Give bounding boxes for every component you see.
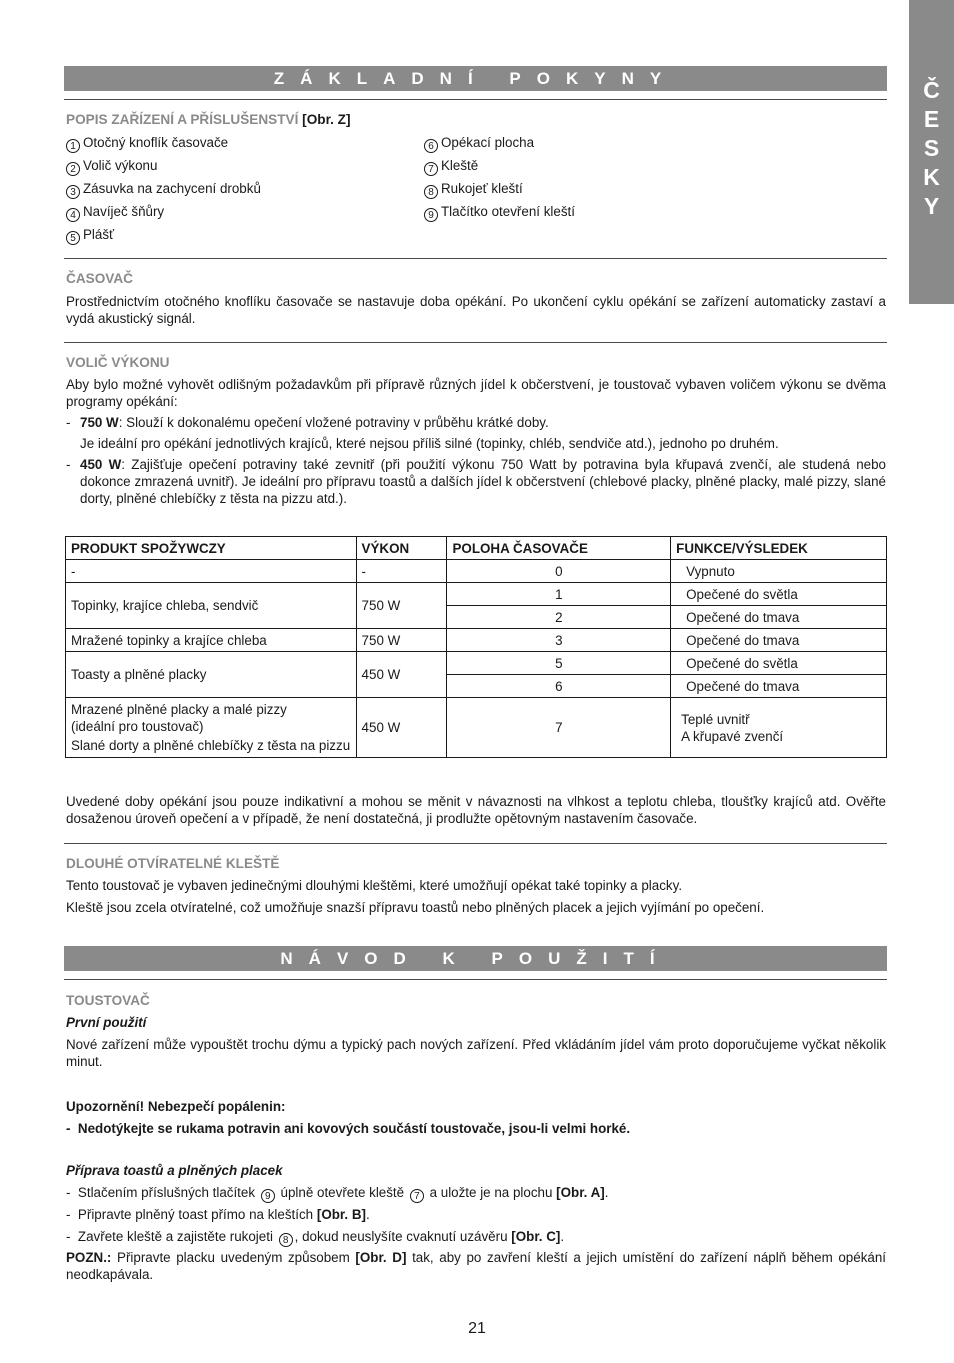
- table-row: [66, 652, 887, 675]
- note-label: POZN.:: [66, 1250, 112, 1265]
- timing-note: Uvedené doby opékání jsou pouze indikativní a mohou se měnit v návaznosti na vlhkost a teplotu chleba, tloušťky krajíců atd. Ověřte dosaženou úroveň opečení a v případě, že není dostatečná, ji prodlužte opětovným nastavením časovače.: [66, 794, 886, 826]
- language-tab-letter: S: [923, 135, 940, 161]
- page-number: 21: [468, 1320, 486, 1337]
- product-line: (ideální pro toustovač): [71, 719, 204, 734]
- step-text: .: [604, 1185, 609, 1200]
- table-cell: 750 W: [356, 629, 447, 652]
- number-circle: 8: [279, 1233, 293, 1247]
- table-row: [66, 560, 887, 583]
- table-row: [66, 583, 887, 606]
- power-intro: Aby bylo možné vyhovět odlišným požadavkům při přípravě různých jídel k občerstvení, je toustovač vybaven voličem výkonu se dvěma programy opékání:: [66, 377, 886, 409]
- power-heading: VOLIČ VÝKONU: [66, 355, 170, 370]
- table-cell: Toasty a plněné placky: [66, 652, 357, 698]
- section-banner-usage: NÁVOD K POUŽITÍ: [64, 946, 887, 971]
- table-cell: Mražené topinky a krajíce chleba: [66, 629, 357, 652]
- table-cell: [671, 698, 887, 758]
- table-cell: Vypnuto: [671, 560, 887, 583]
- timer-heading: ČASOVAČ: [66, 271, 133, 286]
- timer-text: Prostřednictvím otočného knoflíku časovače se nastavuje doba opékání. Po ukončení cyklu opékání se zařízení automaticky zastaví a vydá akustický signál.: [66, 294, 886, 326]
- list-item: [424, 203, 575, 226]
- figure-ref: [Obr. B]: [316, 1207, 366, 1222]
- step-text: Zavřete kleště a zajistěte rukojeti: [77, 1229, 273, 1244]
- divider: [64, 258, 887, 259]
- table-cell: 450 W: [356, 698, 447, 758]
- warning-title-text: Upozornění! Nebezpečí popálenin:: [66, 1099, 286, 1114]
- list-item: [66, 1206, 886, 1223]
- table-cell: [66, 698, 357, 758]
- note-text: tak, aby po zavření kleští a jejich umístění do zařízení náplň během opékání neodkapávala.: [66, 1250, 887, 1282]
- figure-ref: [Obr. C]: [511, 1229, 561, 1244]
- first-use-title-text: První použití: [66, 1015, 147, 1030]
- settings-table: [65, 536, 887, 758]
- parts-list: [66, 134, 886, 249]
- part-label: Otočný knoflík časovače: [83, 135, 229, 150]
- table-cell: 0: [447, 560, 671, 583]
- warning-text: Nedotýkejte se rukama potravin ani kovových součástí toustovače, jsou-li velmi horké.: [77, 1121, 631, 1136]
- note-paragraph: [66, 1249, 886, 1283]
- first-use-text: Nové zařízení může vypouštět trochu dýmu a typický pach nových zařízení. Před vkládáním jídel vám proto doporučujeme vyčkat několik minut.: [66, 1037, 886, 1069]
- prep-title: [66, 1162, 886, 1179]
- number-circle: 8: [424, 185, 438, 199]
- figure-ref: [Obr. A]: [556, 1185, 605, 1200]
- power-desc: : Zajišťuje opečení potraviny také zevnitř (při použití výkonu 750 Watt by potravina byla křupavá zvenčí, ale studená nebo dokonce zmrazená uvnitř). Je ideální pro přípravu toastů a dalších jídel k občerstvení (chlebové placky, plněné placky, malé pizzy, slané dorty, plněné chlebíčky z těsta na pizzu atd.).: [80, 457, 886, 506]
- power-desc-line2: Je ideální pro opékání jednotlivých krajíců, které nejsou příliš silné (topinky, chléb, sendviče atd.), jednoho po druhém.: [80, 436, 779, 451]
- part-label: Volič výkonu: [83, 158, 158, 173]
- number-circle: 4: [66, 208, 80, 222]
- table-cell: 1: [447, 583, 671, 606]
- table-cell: 750 W: [356, 583, 447, 629]
- table-cell: Topinky, krajíce chleba, sendvič: [66, 583, 357, 629]
- section-banner-basic: ZÁKLADNÍ POKYNY: [64, 66, 887, 91]
- warning-title: [66, 1098, 886, 1115]
- list-item: [66, 414, 886, 431]
- tongs-text-2: Kleště jsou zcela otvíratelné, což umožňuje snazší přípravu toastů nebo plněných placek a jejich vyjímání po opečení.: [66, 900, 765, 915]
- result-line: Teplé uvnitř: [681, 711, 750, 727]
- part-label: Kleště: [441, 158, 479, 173]
- table-row: [66, 629, 887, 652]
- step-text: Stlačením příslušných tlačítek: [77, 1185, 256, 1200]
- language-tab-letter: Y: [923, 193, 940, 219]
- divider: [64, 843, 887, 844]
- tongs-text-1: Tento toustovač je vybaven jedinečnými dlouhými kleštěmi, které umožňují opékat také topinky a placky.: [66, 878, 683, 893]
- figure-ref: [Obr. D]: [355, 1250, 407, 1265]
- power-desc: : Slouží k dokonalému opečení vložené potraviny v průběhu krátké doby.: [118, 415, 549, 430]
- part-label: Navíječ šňůry: [83, 204, 165, 219]
- number-circle: 7: [424, 162, 438, 176]
- table-cell: Opečené do tmava: [671, 606, 887, 629]
- list-item: [66, 1184, 886, 1203]
- table-cell: -: [66, 560, 357, 583]
- result-line: A křupavé zvenčí: [681, 728, 784, 744]
- number-circle: 6: [424, 139, 438, 153]
- power-section: [66, 376, 886, 507]
- list-item: [66, 456, 886, 507]
- first-use-title: [66, 1014, 886, 1031]
- table-cell: 5: [447, 652, 671, 675]
- list-item: [424, 157, 575, 180]
- dash: -: [66, 457, 71, 472]
- step-text: .: [560, 1229, 565, 1244]
- table-cell: Opečené do světla: [671, 652, 887, 675]
- prep-title-text: Příprava toastů a plněných placek: [66, 1163, 283, 1178]
- table-cell: Opečené do světla: [671, 583, 887, 606]
- table-cell: 6: [447, 675, 671, 698]
- product-line: Slané dorty a plněné chlebíčky z těsta na pizzu: [71, 738, 351, 753]
- divider: [64, 99, 887, 100]
- language-tab-letter: E: [923, 106, 940, 132]
- warning-item: [66, 1120, 886, 1137]
- table-header-row: [66, 537, 887, 560]
- number-circle: 1: [66, 139, 80, 153]
- list-item: [66, 226, 886, 249]
- language-tab: [909, 0, 954, 304]
- table-cell: 450 W: [356, 652, 447, 698]
- table-cell: 7: [447, 698, 671, 758]
- part-label: Rukojeť kleští: [441, 181, 523, 196]
- divider: [64, 342, 887, 343]
- dash: -: [66, 415, 71, 430]
- step-text: úplně otevřete kleště: [280, 1185, 405, 1200]
- dash: -: [66, 1207, 71, 1222]
- part-label: Tlačítko otevření kleští: [441, 204, 575, 219]
- figure-ref: [Obr. Z]: [302, 112, 351, 127]
- power-value: 750 W: [80, 415, 119, 430]
- table-header: PRODUKT SPOŽYWCZY: [66, 537, 357, 560]
- language-tab-letter: K: [923, 164, 940, 190]
- step-text: a uložte je na plochu: [429, 1185, 553, 1200]
- list-item: [424, 134, 575, 157]
- number-circle: 9: [424, 208, 438, 222]
- table-cell: -: [356, 560, 447, 583]
- table-cell: 3: [447, 629, 671, 652]
- number-circle: 7: [410, 1189, 424, 1203]
- table-header: POLOHA ČASOVAČE: [447, 537, 671, 560]
- number-circle: 2: [66, 162, 80, 176]
- step-text: Připravte plněný toast přímo na kleštích: [77, 1207, 314, 1222]
- dash: -: [66, 1229, 71, 1244]
- part-label: Plášť: [83, 227, 115, 242]
- parts-heading-text: POPIS ZAŘÍZENÍ A PŘÍSLUŠENSTVÍ: [66, 112, 299, 127]
- language-tab-letter: Č: [923, 77, 940, 103]
- power-value: 450 W: [80, 457, 122, 472]
- list-item: [424, 180, 575, 203]
- number-circle: 9: [261, 1189, 275, 1203]
- table-cell: Opečené do tmava: [671, 629, 887, 652]
- list-item: [66, 1228, 886, 1247]
- tongs-heading: DLOUHÉ OTVÍRATELNÉ KLEŠTĚ: [66, 856, 280, 871]
- parts-heading: [66, 111, 886, 128]
- table-cell: 2: [447, 606, 671, 629]
- table-cell: Opečené do tmava: [671, 675, 887, 698]
- table-header: VÝKON: [356, 537, 447, 560]
- dash: -: [66, 1185, 71, 1200]
- toaster-heading: TOUSTOVAČ: [66, 993, 150, 1008]
- note-text: Připravte placku uvedeným způsobem: [117, 1250, 350, 1265]
- number-circle: 5: [66, 231, 80, 245]
- dash: -: [66, 1121, 71, 1136]
- step-text: .: [365, 1207, 370, 1222]
- number-circle: 3: [66, 185, 80, 199]
- table-row: [66, 698, 887, 758]
- product-line: Mrazené plněné placky a malé pizzy: [71, 702, 287, 717]
- table-header: FUNKCE/VÝSLEDEK: [671, 537, 887, 560]
- part-label: Zásuvka na zachycení drobků: [83, 181, 261, 196]
- part-label: Opékací plocha: [441, 135, 535, 150]
- divider: [64, 979, 887, 980]
- step-text: , dokud neuslyšíte cvaknutí uzávěru: [294, 1229, 508, 1244]
